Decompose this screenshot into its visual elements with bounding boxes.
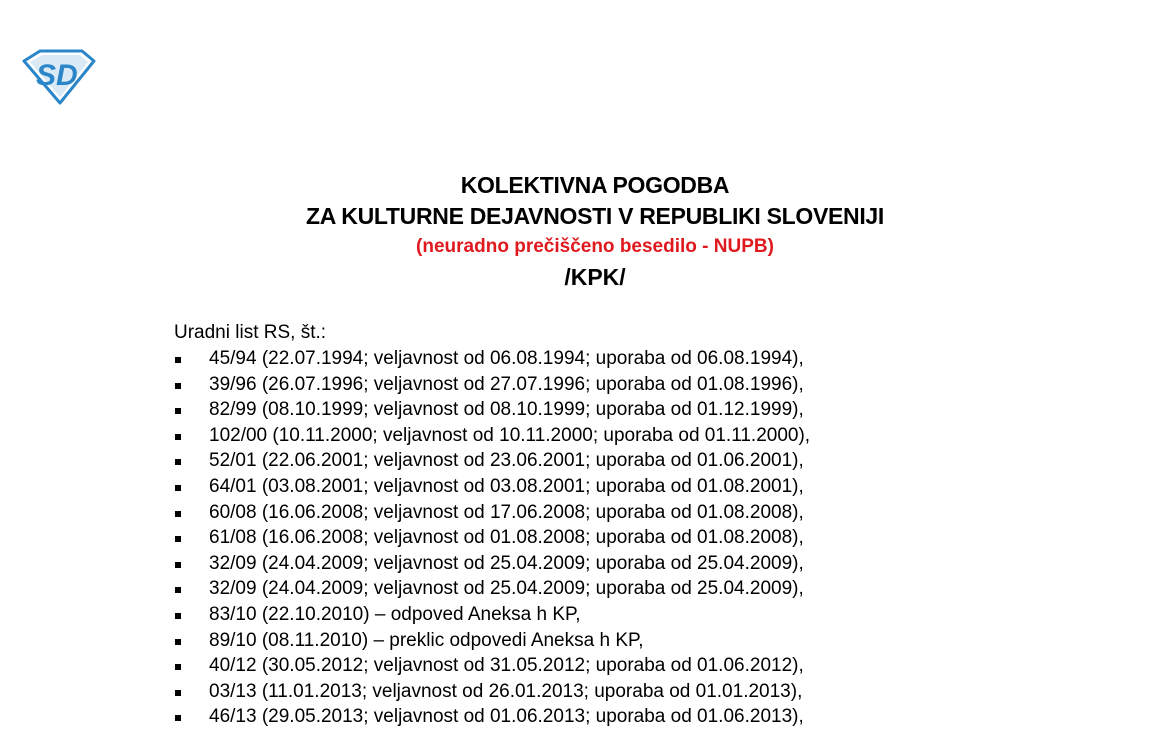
list-item-text: 32/09 (24.04.2009; veljavnost od 25.04.2009; uporaba od 25.04.2009), (209, 578, 804, 600)
square-bullet-icon (175, 459, 181, 465)
list-item (174, 474, 810, 500)
list-item (174, 628, 810, 654)
square-bullet-icon (175, 690, 181, 696)
list-item-text: 40/12 (30.05.2012; veljavnost od 31.05.2012; uporaba od 01.06.2012), (209, 655, 804, 677)
list-item (174, 372, 810, 398)
list-item-text: 102/00 (10.11.2000; veljavnost od 10.11.2000; uporaba od 01.11.2000), (209, 424, 811, 446)
document-abbreviation: /KPK/ (564, 264, 626, 290)
list-item (174, 679, 810, 705)
list-item-text: 83/10 (22.10.2010) – odpoved Aneksa h KP, (209, 603, 581, 625)
square-bullet-icon (175, 562, 181, 568)
square-bullet-icon (175, 434, 181, 440)
list-item-text: 89/10 (08.11.2010) – preklic odpovedi Aneksa h KP, (209, 629, 644, 651)
list-item (174, 397, 810, 423)
title-block (0, 170, 1157, 294)
list-item-text: 32/09 (24.04.2009; veljavnost od 25.04.2009; uporaba od 25.04.2009), (209, 552, 804, 574)
list-item-text: 03/13 (11.01.2013; veljavnost od 26.01.2013; uporaba od 01.01.2013), (209, 680, 803, 702)
square-bullet-icon (175, 511, 181, 517)
list-item (174, 704, 810, 730)
gazette-label: Uradni list RS, št.: (174, 322, 327, 343)
document-subtitle: (neuradno prečiščeno besedilo - NUPB) (416, 236, 774, 257)
list-item-text: 61/08 (16.06.2008; veljavnost od 01.08.2008; uporaba od 01.08.2008), (209, 527, 804, 549)
square-bullet-icon (175, 613, 181, 619)
list-item (174, 551, 810, 577)
list-item-text: 82/99 (08.10.1999; veljavnost od 08.10.1999; uporaba od 01.12.1999), (209, 399, 804, 421)
list-item (174, 346, 810, 372)
list-item (174, 525, 810, 551)
square-bullet-icon (175, 485, 181, 491)
list-item (174, 653, 810, 679)
logo-letters: SD (36, 59, 78, 92)
list-item-text: 64/01 (03.08.2001; veljavnost od 03.08.2001; uporaba od 01.08.2001), (209, 475, 804, 497)
document-title-line-2: ZA KULTURNE DEJAVNOSTI V REPUBLIKI SLOVENIJI (305, 203, 885, 229)
sd-shield-logo-icon (22, 47, 96, 105)
list-item-text: 60/08 (16.06.2008; veljavnost od 17.06.2008; uporaba od 01.08.2008), (209, 501, 804, 523)
list-item-text: 45/94 (22.07.1994; veljavnost od 06.08.1994; uporaba od 06.08.1994), (209, 348, 804, 369)
list-item (174, 500, 810, 526)
square-bullet-icon (175, 536, 181, 542)
square-bullet-icon (175, 715, 181, 721)
list-item (174, 602, 810, 628)
square-bullet-icon (175, 639, 181, 645)
square-bullet-icon (175, 383, 181, 389)
square-bullet-icon (175, 357, 181, 363)
document-title-line-1: KOLEKTIVNA POGODBA (460, 172, 730, 198)
square-bullet-icon (175, 664, 181, 670)
square-bullet-icon (175, 408, 181, 414)
gazette-reference-list (174, 346, 810, 730)
list-item-text: 52/01 (22.06.2001; veljavnost od 23.06.2001; uporaba od 01.06.2001), (209, 450, 804, 472)
list-item (174, 576, 810, 602)
list-item-text: 39/96 (26.07.1996; veljavnost od 27.07.1996; uporaba od 01.08.1996), (209, 373, 804, 395)
list-item (174, 448, 810, 474)
list-item-text: 46/13 (29.05.2013; veljavnost od 01.06.2013; uporaba od 01.06.2013), (209, 706, 804, 728)
list-item (174, 423, 810, 449)
square-bullet-icon (175, 587, 181, 593)
gazette-references (174, 320, 810, 730)
